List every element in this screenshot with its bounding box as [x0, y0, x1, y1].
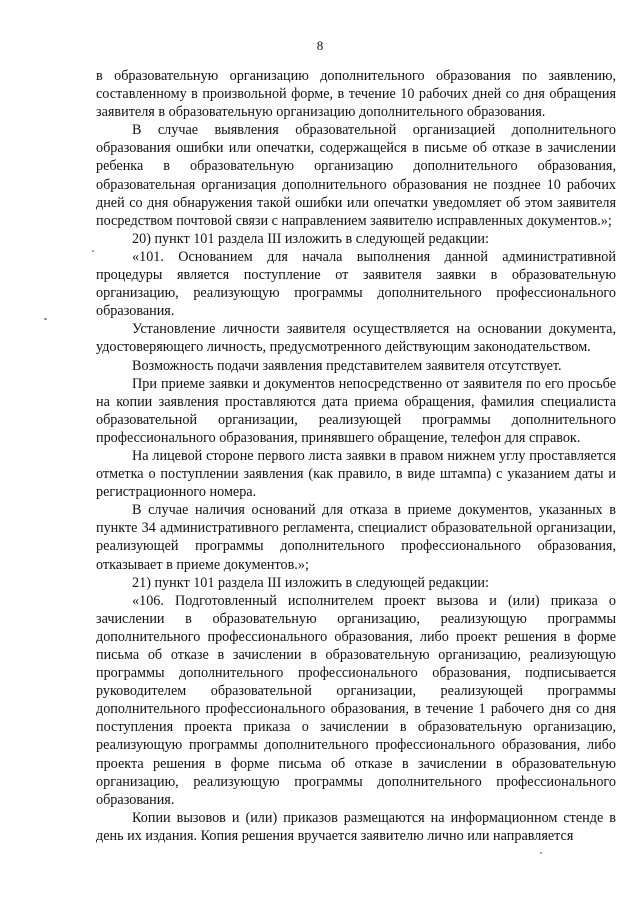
paragraph-11: «106. Подготовленный исполнителем проект вызова и (или) приказа о зачислении в образовательную организацию, реализующую программы дополнительного профессионального образования, либо проект решения в форме письма об отказе в зачислении в образовательную организацию, реализующую программы дополнительного профессионального образования, подписывается руководителем образовательной организации, реализующей программы дополнительного профессионального образования, в течение 1 рабочего дня со дня поступления проекта приказа о зачислении в образовательную организацию, реализующую программы дополнительного профессионального образования, либо проекта решения в форме письма об отказе в зачислении в образовательную организацию, реализующую программы дополнительного профессионального образования. — [96, 592, 616, 808]
page-number: 8 — [316, 38, 324, 53]
scan-speck — [540, 852, 542, 854]
document-body — [96, 67, 616, 845]
paragraph-3: 20) пункт 101 раздела III изложить в следующей редакции: — [132, 230, 489, 247]
paragraph-5: Установление личности заявителя осуществляется на основании документа, удостоверяющего личность, предусмотренного действующим законодательством. — [96, 321, 616, 356]
scan-speck — [44, 318, 47, 320]
paragraph-10: 21) пункт 101 раздела III изложить в следующей редакции: — [132, 574, 489, 591]
scan-speck — [92, 250, 94, 252]
paragraph-12: Копии вызовов и (или) приказов размещаются на информационном стенде в день их издания. Копия решения вручается заявителю лично или направляется — [96, 809, 616, 844]
paragraph-8: На лицевой стороне первого листа заявки в правом нижнем углу проставляется отметка о поступлении заявления (как правило, в виде штампа) с указанием даты и регистрационного номера. — [96, 447, 616, 501]
paragraph-7: При приеме заявки и документов непосредственно от заявителя по его просьбе на копии заявления проставляются дата приема обращения, фамилия специалиста образовательной организации, реализующей программы дополнительного профессионального образования, принявшего обращение, телефон для справок. — [96, 375, 616, 446]
paragraph-2: В случае выявления образовательной организацией дополнительного образования ошибки или опечатки, содержащейся в письме об отказе в зачислении ребенка в образовательную организацию дополнительного образования, образовательная организация дополнительного образования не позднее 10 рабочих дней со дня обнаружения такой ошибки или опечатки уведомляет об этом заявителя посредством почтовой связи с направлением заявителю исправленных документов.»; — [96, 122, 616, 229]
paragraph-4: «101. Основанием для начала выполнения данной административной процедуры является поступление от заявителя заявки в образовательную организацию, реализующую программы дополнительного профессионального образования. — [96, 248, 616, 320]
paragraph-6: Возможность подачи заявления представителем заявителя отсутствует. — [132, 357, 562, 374]
paragraph-1: в образовательную организацию дополнительного образования по заявлению, составленному в произвольной форме, в течение 10 рабочих дней со дня обращения заявителя в образовательную организацию дополнительного образования. — [96, 68, 616, 121]
paragraph-9: В случае наличия оснований для отказа в приеме документов, указанных в пункте 34 административного регламента, специалист образовательной организации, реализующей программы дополнительного профессионального образования, отказывает в приеме документов.»; — [96, 502, 616, 573]
